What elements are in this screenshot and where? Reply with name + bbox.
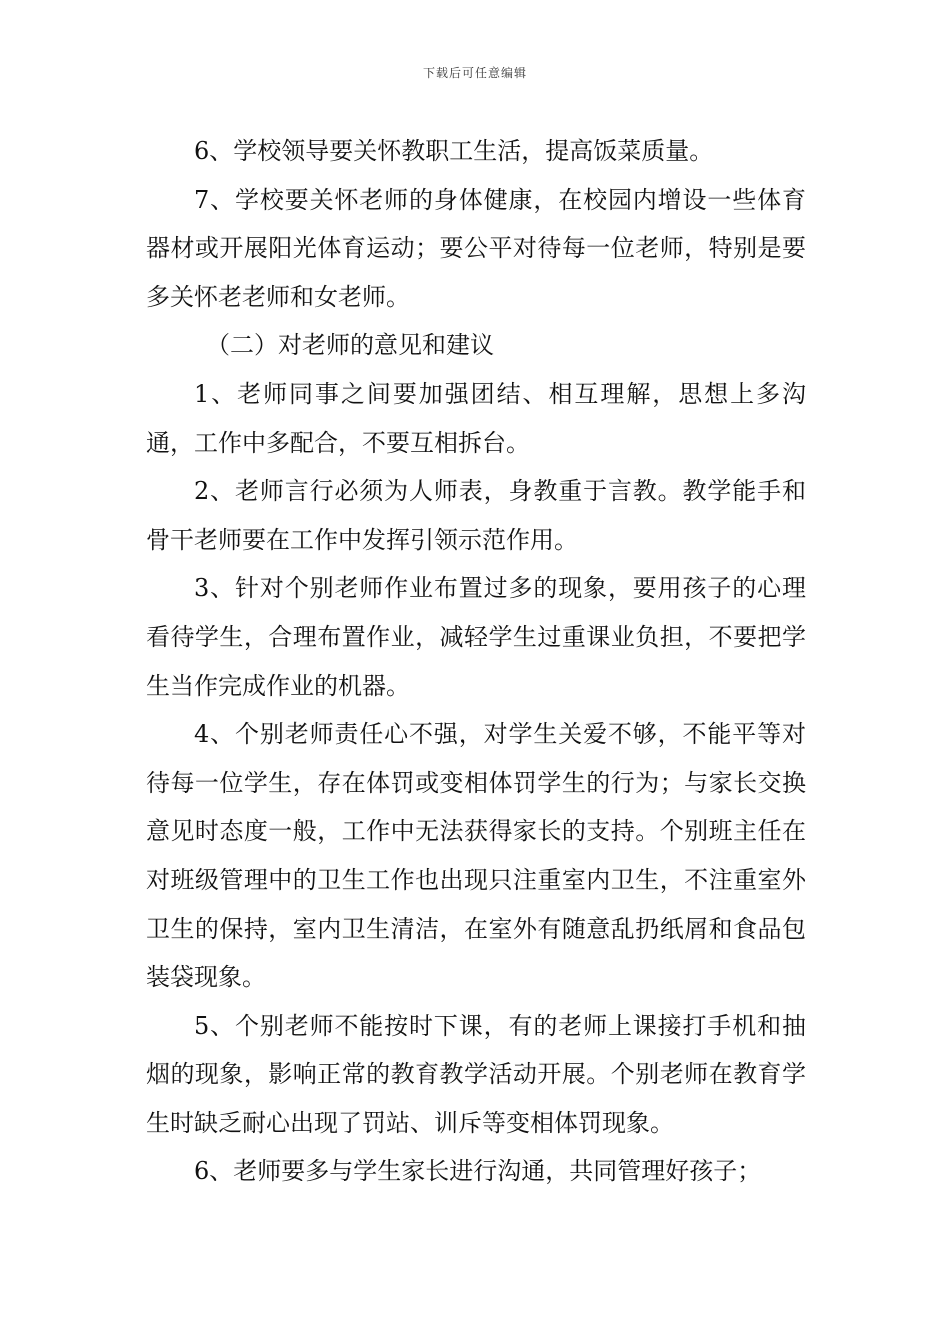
paragraph-teacher-1: 1、老师同事之间要加强团结、相互理解，思想上多沟通，工作中多配合，不要互相拆台。 xyxy=(146,379,806,457)
paragraph-teacher-5: 5、个别老师不能按时下课，有的老师上课接打手机和抽烟的现象，影响正常的教育教学活动开展。个别老师在教育学生时缺乏耐心出现了罚站、训斥等变相体罚现象。 xyxy=(146,1011,806,1137)
paragraph-school-6: 6、学校领导要关怀教职工生活，提高饭菜质量。 xyxy=(194,137,714,165)
paragraph-school-7: 7、学校要关怀老师的身体健康，在校园内增设一些体育器材或开展阳光体育运动；要公平对待每一位老师，特别是要多关怀老老师和女老师。 xyxy=(146,185,806,311)
page-header: 下载后可任意编辑 xyxy=(422,66,527,80)
paragraph-teacher-3: 3、针对个别老师作业布置过多的现象，要用孩子的心理看待学生，合理布置作业，减轻学生过重课业负担，不要把学生当作完成作业的机器。 xyxy=(146,574,806,700)
section-heading-teacher-suggestions: （二）对老师的意见和建议 xyxy=(206,331,494,360)
document-body xyxy=(146,127,806,1196)
paragraph-teacher-4: 4、个别老师责任心不强，对学生关爱不够，不能平等对待每一位学生，存在体罚或变相体罚学生的行为；与家长交换意见时态度一般，工作中无法获得家长的支持。个别班主任在对班级管理中的卫生工作也出现只注重室内卫生，不注重室外卫生的保持，室内卫生清洁，在室外有随意乱扔纸屑和食品包装袋现象。 xyxy=(146,720,806,992)
paragraph-teacher-2: 2、老师言行必须为人师表，身教重于言教。教学能手和骨干老师要在工作中发挥引领示范作用。 xyxy=(146,477,806,554)
paragraph-teacher-6: 6、老师要多与学生家长进行沟通，共同管理好孩子； xyxy=(194,1157,762,1186)
